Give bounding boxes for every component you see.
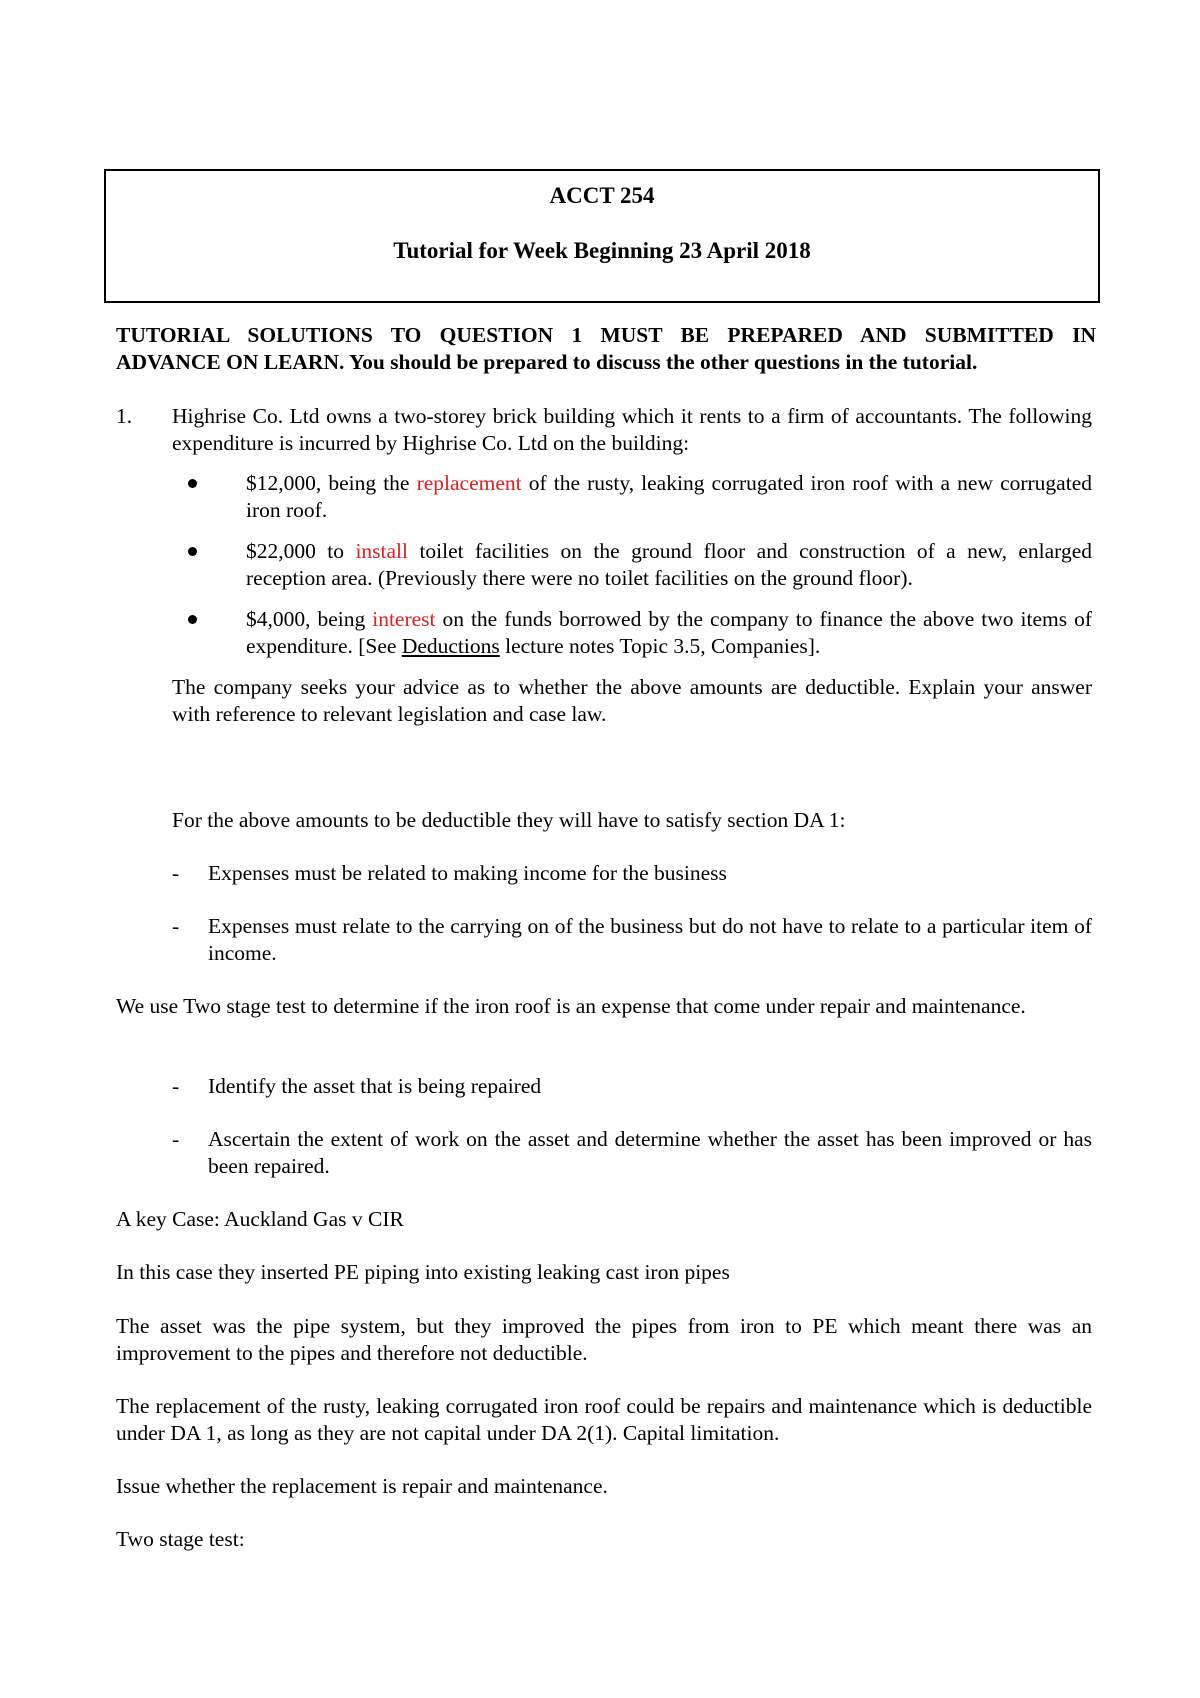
bullet-text: lecture notes Topic 3.5, Companies]. — [499, 634, 821, 658]
key-case: A key Case: Auckland Gas v CIR — [116, 1207, 404, 1231]
dash-marker: - — [172, 914, 180, 938]
two-stage-point-1: Identify the asset that is being repaired — [208, 1074, 542, 1098]
roof-paragraph: The replacement of the rusty, leaking corrugated iron roof could be repairs and maintenance which is deductible under DA 1, as long as they are not capital under DA 2(1). Capital limitation. — [116, 1394, 1092, 1445]
da1-intro: For the above amounts to be deductible they will have to satisfy section DA 1: — [172, 808, 846, 832]
bullet-roof — [246, 470, 1092, 524]
instruction-line-2: ADVANCE ON LEARN. You should be prepared to discuss the other questions in the tutorial. — [116, 350, 978, 374]
dash-marker: - — [172, 1127, 180, 1151]
instruction-line-1: TUTORIAL SOLUTIONS TO QUESTION 1 MUST BE PREPARED AND SUBMITTED IN — [116, 323, 1096, 347]
da1-point-1: Expenses must be related to making income for the business — [208, 861, 727, 885]
bullet-text: of the rusty, leaking corrugated iron roof with a new corrugated iron roof. — [246, 471, 1092, 522]
highlight-replacement: replacement — [416, 471, 522, 495]
case-outcome: The asset was the pipe system, but they improved the pipes from iron to PE which meant there was an improvement to the pipes and therefore not deductible. — [116, 1314, 1092, 1365]
course-code: ACCT 254 — [549, 183, 655, 208]
two-stage-label: Two stage test: — [116, 1527, 245, 1551]
two-stage-intro: We use Two stage test to determine if the iron roof is an expense that come under repair and maintenance. — [116, 994, 1026, 1018]
two-stage-point-2: Ascertain the extent of work on the asset and determine whether the asset has been improved or has been repaired. — [208, 1127, 1092, 1178]
issue-statement: Issue whether the replacement is repair and maintenance. — [116, 1474, 608, 1498]
highlight-interest: interest — [372, 607, 436, 631]
bullet-icon — [188, 547, 197, 556]
bullet-icon — [188, 479, 197, 488]
bullet-toilet — [246, 538, 1092, 592]
question-number: 1. — [116, 404, 133, 428]
bullet-text: $22,000 to — [246, 539, 356, 563]
dash-marker: - — [172, 861, 180, 885]
bullet-text: $12,000, being the — [246, 471, 417, 495]
deductions-link-text: Deductions — [401, 634, 500, 658]
tutorial-title: Tutorial for Week Beginning 23 April 2018 — [393, 238, 811, 263]
question-intro: Highrise Co. Ltd owns a two-storey brick building which it rents to a firm of accountants. The following expenditure is incurred by Highrise Co. Ltd on the building: — [172, 404, 1092, 455]
da1-point-2: Expenses must relate to the carrying on of the business but do not have to relate to a particular item of income. — [208, 914, 1092, 965]
title-box — [104, 169, 1100, 303]
highlight-install: install — [355, 539, 409, 563]
bullet-text: toilet facilities on the ground floor and construction of a new, enlarged reception area. (Previously there were no toilet facilities on the ground floor). — [246, 539, 1092, 590]
bullet-icon — [188, 615, 197, 624]
bullet-text: $4,000, being — [246, 607, 373, 631]
case-fact: In this case they inserted PE piping into existing leaking cast iron pipes — [116, 1260, 730, 1284]
dash-marker: - — [172, 1074, 180, 1098]
question-closing: The company seeks your advice as to whether the above amounts are deductible. Explain your answer with reference to relevant legislation and case law. — [172, 675, 1092, 726]
bullet-interest — [246, 606, 1092, 660]
bullet-text: on the funds borrowed by the company to finance the above two items of expenditure. [See — [246, 607, 1092, 658]
